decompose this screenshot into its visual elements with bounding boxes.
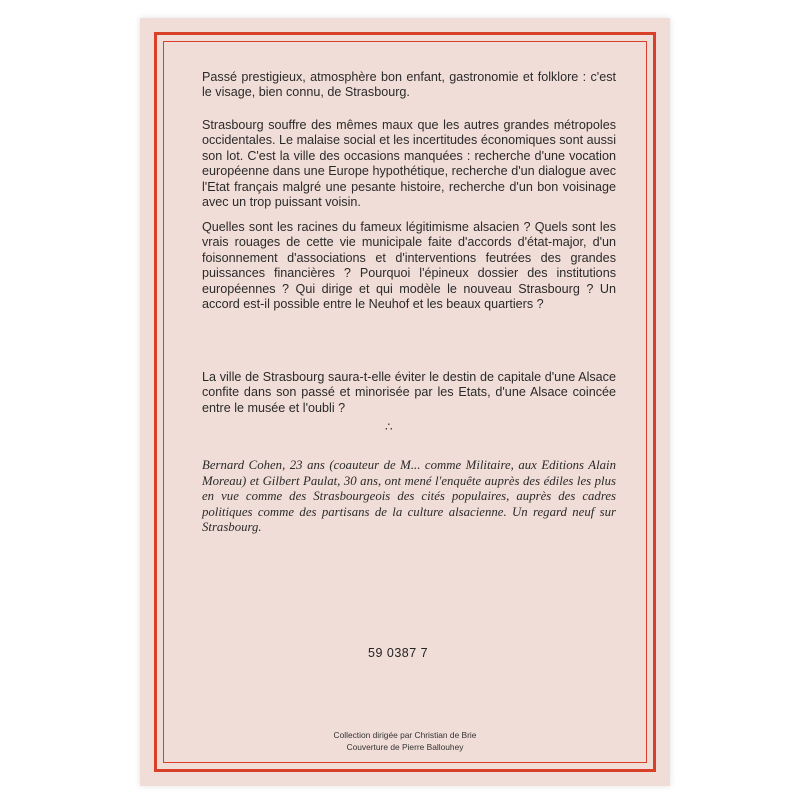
author-blurb: Bernard Cohen, 23 ans (coauteur de M... comme Militaire, aux Editions Alain Moreau) et Gilbert Paulat, 30 ans, ont mené l'enquête auprès des édiles les plus en vue comme des Strasbourgeois des cités populaires, auprès des cadres politiques comme des partisans de la culture alsacienne. Un regard neuf sur Strasbourg. [202, 458, 616, 535]
paragraph-intro: Passé prestigieux, atmosphère bon enfant, gastronomie et folklore : c'est le visage, bien connu, de Strasbourg. [202, 70, 616, 100]
separator-mark: ∴ [385, 420, 392, 434]
paragraph-questions: Quelles sont les racines du fameux légitimisme alsacien ? Quels sont les vrais rouages de cette vie municipale faite d'accords d'état-major, d'un foisonnement d'associations et d'interventions feutrées des grandes puissances financières ? Pourquoi l'épineux dossier des institutions européennes ? Qui dirige et qui modèle le nouveau Strasbourg ? Un accord est-il possible entre le Neuhof et les beaux quartiers ? [202, 220, 616, 312]
book-back-cover [140, 18, 670, 786]
paragraph-destiny: La ville de Strasbourg saura-t-elle éviter le destin de capitale d'une Alsace confite dans son passé et minorisée par les Etats, d'une Alsace coincée entre le musée et l'oubli ? [202, 370, 616, 415]
collection-credit: Collection dirigée par Christian de Brie [333, 730, 477, 740]
book-code: 59 0387 7 [368, 646, 429, 660]
cover-credit: Couverture de Pierre Ballouhey [346, 742, 464, 752]
paragraph-problems: Strasbourg souffre des mêmes maux que les autres grandes métropoles occidentales. Le malaise social et les incertitudes économiques sont aussi son lot. C'est la ville des occasions manquées : recherche d'une vocation européenne dans une Europe hypothétique, recherche d'un dialogue avec l'Etat français malgré une pesante histoire, recherche d'un bon voisinage avec un trop puissant voisin. [202, 118, 616, 210]
